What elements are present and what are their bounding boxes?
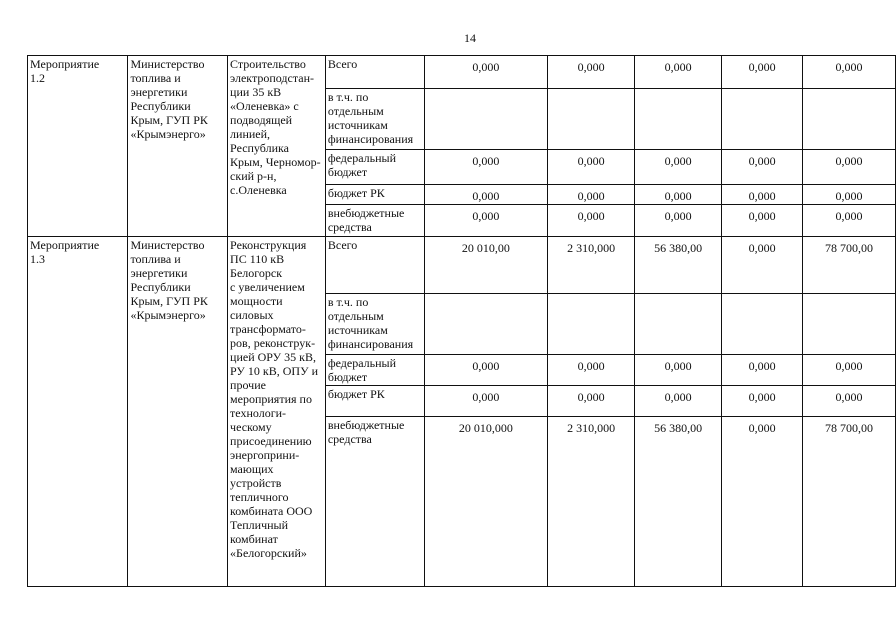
value-cell: 0,000 — [803, 205, 896, 237]
value-cell: 0,000 — [722, 185, 803, 205]
table-row — [28, 56, 896, 89]
value-cell: 0,000 — [722, 150, 803, 185]
description-cell: Реконструкция ПС 110 кВ Белогорск с увеличением мощности силовых трансформато- ров, реконструк- цией ОРУ 35 кВ, РУ 10 кВ, ОПУ и прочие мероприятия по технологи- ческому присоединению энергоприни- мающих устройств тепличного комбината ООО Тепличный комбинат «Белогорский» — [228, 237, 326, 587]
value-cell — [722, 294, 803, 355]
value-cell: 0,000 — [722, 386, 803, 417]
value-cell — [424, 294, 547, 355]
value-cell: 56 380,00 — [635, 417, 722, 587]
value-cell: 0,000 — [635, 185, 722, 205]
value-cell: 78 700,00 — [803, 417, 896, 587]
executor-cell: Министерство топлива и энергетики Республики Крым, ГУП РК «Крымэнерго» — [128, 56, 228, 237]
value-cell: 2 310,000 — [548, 417, 635, 587]
value-cell: 0,000 — [803, 150, 896, 185]
value-cell: 0,000 — [803, 355, 896, 386]
value-cell: 0,000 — [548, 386, 635, 417]
value-cell — [635, 89, 722, 150]
value-cell: 0,000 — [424, 185, 547, 205]
source-label: федеральный бюджет — [325, 355, 424, 386]
value-cell — [635, 294, 722, 355]
event-cell: Мероприятие 1.2 — [28, 56, 128, 237]
table-row — [28, 237, 896, 294]
description-cell: Строительство электроподстан- ции 35 кВ «Оленевка» с подводящей линией, Республика Крым, Черномор- ский р-н, с.Оленевка — [228, 56, 326, 237]
value-cell: 0,000 — [548, 185, 635, 205]
source-label: в т.ч. по отдельным источникам финансирования — [325, 89, 424, 150]
value-cell: 20 010,00 — [424, 237, 547, 294]
event-cell: Мероприятие 1.3 — [28, 237, 128, 587]
value-cell: 0,000 — [722, 237, 803, 294]
value-cell: 0,000 — [722, 417, 803, 587]
value-cell: 0,000 — [635, 386, 722, 417]
source-label: бюджет РК — [325, 386, 424, 417]
value-cell: 20 010,000 — [424, 417, 547, 587]
value-cell: 78 700,00 — [803, 237, 896, 294]
value-cell: 0,000 — [548, 205, 635, 237]
value-cell: 56 380,00 — [635, 237, 722, 294]
source-label: бюджет РК — [325, 185, 424, 205]
value-cell: 0,000 — [424, 150, 547, 185]
page-number: 14 — [464, 31, 476, 45]
source-label: в т.ч. по отдельным источникам финансирования — [325, 294, 424, 355]
value-cell: 0,000 — [803, 56, 896, 89]
value-cell: 0,000 — [722, 56, 803, 89]
value-cell: 0,000 — [424, 355, 547, 386]
value-cell: 0,000 — [548, 56, 635, 89]
value-cell: 0,000 — [548, 355, 635, 386]
source-label: Всего — [325, 56, 424, 89]
source-label: внебюджетные средства — [325, 417, 424, 587]
value-cell: 0,000 — [635, 355, 722, 386]
value-cell — [424, 89, 547, 150]
value-cell — [803, 294, 896, 355]
value-cell: 2 310,000 — [548, 237, 635, 294]
value-cell — [722, 89, 803, 150]
source-label: внебюджетные средства — [325, 205, 424, 237]
value-cell: 0,000 — [424, 56, 547, 89]
value-cell: 0,000 — [424, 205, 547, 237]
funding-table — [27, 55, 896, 587]
value-cell: 0,000 — [424, 386, 547, 417]
value-cell — [548, 294, 635, 355]
value-cell: 0,000 — [548, 150, 635, 185]
value-cell: 0,000 — [635, 150, 722, 185]
value-cell: 0,000 — [635, 56, 722, 89]
source-label: федеральный бюджет — [325, 150, 424, 185]
value-cell: 0,000 — [722, 205, 803, 237]
value-cell: 0,000 — [803, 386, 896, 417]
value-cell: 0,000 — [803, 185, 896, 205]
value-cell — [803, 89, 896, 150]
executor-cell: Министерство топлива и энергетики Республики Крым, ГУП РК «Крымэнерго» — [128, 237, 228, 587]
value-cell: 0,000 — [635, 205, 722, 237]
value-cell: 0,000 — [722, 355, 803, 386]
value-cell — [548, 89, 635, 150]
source-label: Всего — [325, 237, 424, 294]
